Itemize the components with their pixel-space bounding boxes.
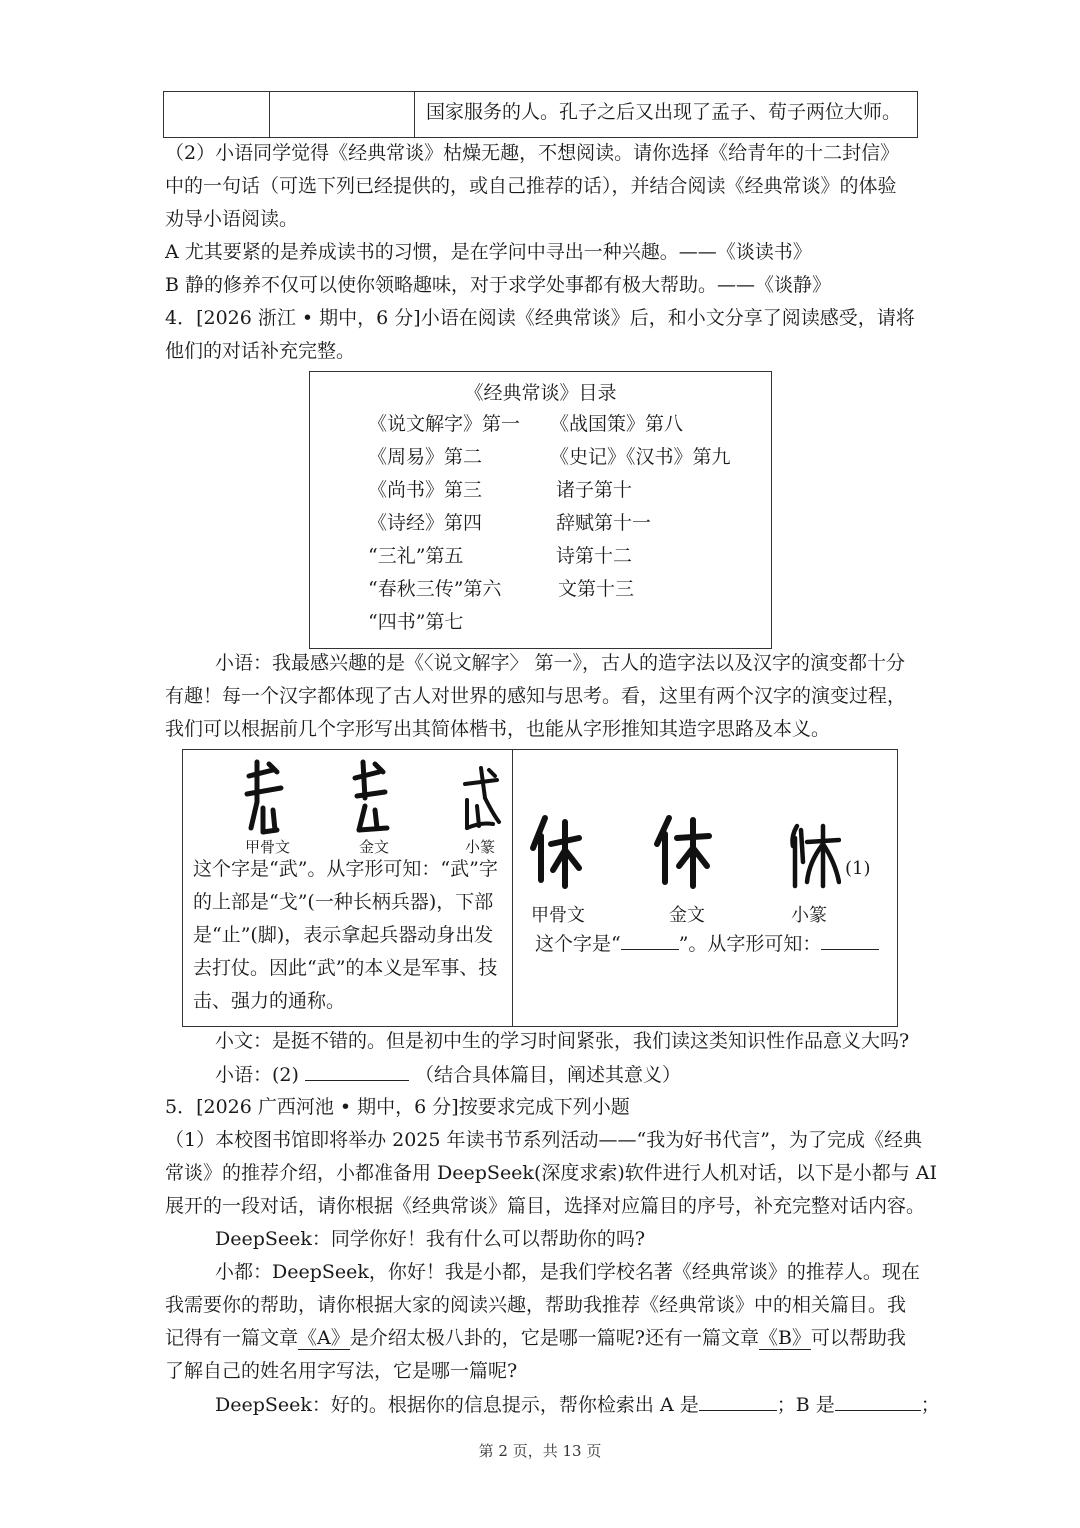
placeholder-a: 《A》 <box>298 1327 350 1349</box>
catalog-item: 《战国策》第八 <box>550 413 684 435</box>
xiaodu-line: 我需要你的帮助，请你根据大家的阅读兴趣，帮助我推荐《经典常谈》中的相关篇目。我 <box>165 1294 907 1316</box>
catalog-box <box>309 371 772 649</box>
catalog-item: 《史记》《汉书》第九 <box>550 446 731 468</box>
catalog-item: 《尚书》第三 <box>368 479 483 501</box>
oracle-xiu-glyph <box>529 814 583 890</box>
catalog-title: 《经典常谈》目录 <box>464 382 617 404</box>
answer-blank-2[interactable] <box>305 1062 409 1081</box>
q5-line: 常谈》的推荐介绍，小都准备用 DeepSeek(深度求索)软件进行人机对话，以下是小都与 AI <box>165 1162 938 1184</box>
q4-header: 4．[2026 浙江 • 期中，6 分]小语在阅读《经典常谈》后，和小文分享了阅读感受，请将 <box>165 307 915 329</box>
catalog-item: 《说文解字》第一 <box>368 413 521 435</box>
q3-2-line: 劝导小语阅读。 <box>165 208 299 230</box>
catalog-item: “四书”第七 <box>368 611 464 633</box>
xiaodu-line: 小都：DeepSeek，你好！我是小都，是我们学校名著《经典常谈》的推荐人。现在 <box>215 1261 920 1283</box>
catalog-item: 文第十三 <box>558 578 635 600</box>
seal-wu-glyph <box>459 764 503 838</box>
answer-blank-meaning[interactable] <box>821 931 879 950</box>
xiu-question-line <box>535 928 879 961</box>
deepseek-text: ；B 是 <box>776 1394 835 1416</box>
caption-bronze: 金文 <box>359 838 390 856</box>
caption-seal: 小篆 <box>465 838 496 856</box>
catalog-item: “三礼”第五 <box>368 545 464 567</box>
q3-2-line: 中的一句话（可选下列已经提供的，或自己推荐的话），并结合阅读《经典常谈》的体验 <box>165 175 897 197</box>
catalog-item: “春秋三传”第六 <box>368 578 502 600</box>
placeholder-b: 《B》 <box>758 1327 811 1349</box>
xiaowen-line: 小文：是挺不错的。但是初中生的学习时间紧张，我们读这类知识性作品意义大吗? <box>215 1030 910 1052</box>
answer-blank-a[interactable] <box>699 1392 777 1411</box>
q5-line: 展开的一段对话，请你根据《经典常谈》篇目，选择对应篇目的序号，补充完整对话内容。 <box>165 1195 926 1217</box>
answer-blank-char[interactable] <box>621 931 679 950</box>
caption-oracle: 甲骨文 <box>531 905 585 926</box>
wu-explanation-line: 去打仗。因此“武”的本义是军事、技 <box>193 957 498 979</box>
xiu-question-text-b: ”。从字形可知： <box>678 933 822 955</box>
xiaoyu-answer-note: （结合具体篇目，阐述其意义） <box>415 1064 682 1086</box>
table-divider <box>414 92 415 137</box>
q3-2-line: （2）小语同学觉得《经典常谈》枯燥无趣，不想阅读。请你选择《给青年的十二封信》 <box>165 142 900 164</box>
xiaoyu-line: 有趣！每一个汉字都体现了古人对世界的感知与思考。看，这里有两个汉字的演变过程， <box>165 685 907 707</box>
table-cell-text: 国家服务的人。孔子之后又出现了孟子、荀子两位大师。 <box>426 101 902 123</box>
caption-seal: 小篆 <box>791 905 827 926</box>
table-divider <box>269 92 270 137</box>
bronze-wu-glyph <box>351 758 395 838</box>
xiaoyu-answer-prefix: 小语：(2) <box>215 1064 299 1086</box>
xiu-question-text-a: 这个字是“ <box>535 933 621 955</box>
catalog-item: 《周易》第二 <box>368 446 483 468</box>
catalog-item: 诗第十二 <box>556 545 633 567</box>
q4-line: 他们的对话补充完整。 <box>165 340 356 362</box>
catalog-item: 《诗经》第四 <box>368 512 483 534</box>
deepseek-line: DeepSeek：同学你好！我有什么可以帮助你的吗? <box>215 1228 646 1250</box>
xiaodu-text: 记得有一篇文章 <box>165 1327 299 1349</box>
wu-explanation-line: 的上部是“戈”(一种长柄兵器)，下部 <box>193 891 494 913</box>
wu-explanation-line: 这个字是“武”。从字形可知：“武”字 <box>193 858 498 880</box>
table-divider <box>512 750 513 1026</box>
wu-explanation-line: 是“止”(脚)，表示拿起兵器动身出发 <box>193 924 494 946</box>
character-evolution-table <box>182 749 898 1027</box>
xiaoyu-line: 小语：我最感兴趣的是《〈说文解字〉 第一》，古人的造字法以及汉字的演变都十分 <box>215 652 906 674</box>
xiaodu-text: 可以帮助我 <box>810 1327 906 1349</box>
answer-blank-b[interactable] <box>835 1392 921 1411</box>
oracle-wu-glyph <box>243 758 287 838</box>
q5-header: 5．[2026 广西河池 • 期中，6 分]按要求完成下列小题 <box>165 1096 630 1118</box>
top-table-fragment <box>163 91 918 138</box>
caption-bronze: 金文 <box>669 905 705 926</box>
xiaoyu-answer-line <box>215 1062 681 1087</box>
blank-marker-1: (1) <box>845 858 871 879</box>
deepseek-text: ； <box>920 1394 940 1416</box>
catalog-item: 诸子第十 <box>556 479 633 501</box>
xiaoyu-line: 我们可以根据前几个字形写出其简体楷书，也能从字形推知其造字思路及本义。 <box>165 718 831 740</box>
xiaodu-text: 是介绍太极八卦的，它是哪一篇呢?还有一篇文章 <box>349 1327 759 1349</box>
wu-explanation-line: 击、强力的通称。 <box>193 990 346 1012</box>
q5-line: （1）本校图书馆即将举办 2025 年读书节系列活动——“我为好书代言”，为了完成《经典 <box>165 1129 922 1151</box>
deepseek-answer-line <box>215 1392 940 1417</box>
catalog-item: 辞赋第十一 <box>556 512 652 534</box>
option-a: A 尤其要紧的是养成读书的习惯，是在学问中寻出一种兴趣。——《谈读书》 <box>165 241 812 263</box>
caption-oracle: 甲骨文 <box>245 838 291 856</box>
seal-xiu-glyph <box>787 822 841 890</box>
xiaodu-line: 了解自己的姓名用字写法，它是哪一篇呢? <box>165 1360 518 1382</box>
page-footer: 第 2 页，共 13 页 <box>478 1442 602 1460</box>
bronze-xiu-glyph <box>653 814 713 890</box>
xiaodu-line <box>165 1326 906 1350</box>
option-b: B 静的修养不仅可以使你领略趣味，对于求学处事都有极大帮助。——《谈静》 <box>165 274 832 296</box>
deepseek-text: DeepSeek：好的。根据你的信息提示，帮你检索出 A 是 <box>215 1394 699 1416</box>
